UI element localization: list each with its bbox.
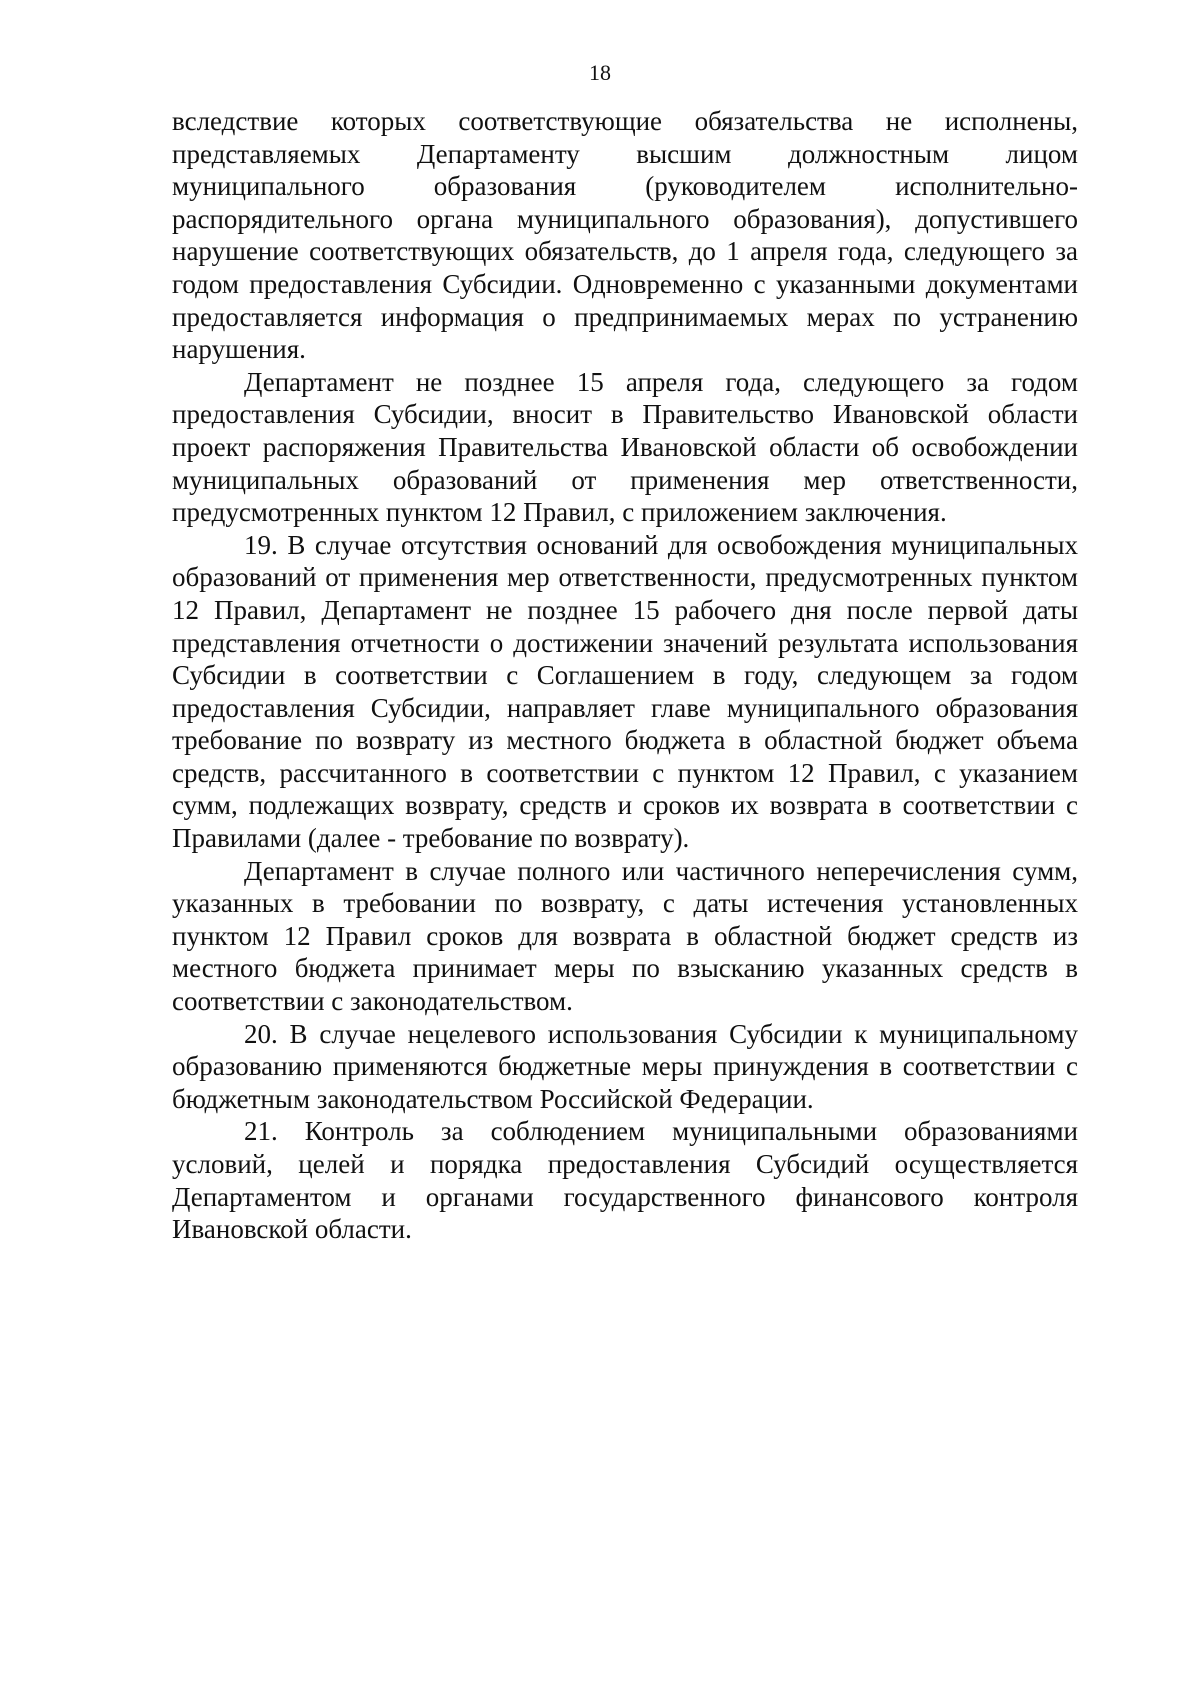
paragraph-item-20: 20. В случае нецелевого использования Субсидии к муниципальному образованию применяются бюджетные меры принуждения в соответствии с бюджетным законодательством Российской Федерации.	[172, 1018, 1078, 1114]
paragraph-department-deadline: Департамент не позднее 15 апреля года, следующего за годом предоставления Субсидии, вносит в Правительство Ивановской области проект распоряжения Правительства Ивановской области об освобождении муниципальных образований от применения мер ответственности, предусмотренных пунктом 12 Правил, с приложением заключения.	[172, 366, 1078, 528]
page-number: 18	[589, 60, 611, 85]
paragraph-recovery-measures: Департамент в случае полного или частичного неперечисления сумм, указанных в требовании по возврату, с даты истечения установленных пунктом 12 Правил сроков для возврата в областной бюджет средств из местного бюджета принимает меры по взысканию указанных средств в соответствии с законодательством.	[172, 855, 1078, 1017]
paragraph-continuation: вследствие которых соответствующие обязательства не исполнены, представляемых Департаменту высшим должностным лицом муниципального образования (руководителем исполнительно-распорядительного органа муниципального образования), допустившего нарушение соответствующих обязательств, до 1 апреля года, следующего за годом предоставления Субсидии. Одновременно с указанными документами предоставляется информация о предпринимаемых мерах по устранению нарушения.	[172, 106, 1078, 365]
document-body	[172, 105, 1078, 1246]
paragraph-item-19: 19. В случае отсутствия оснований для освобождения муниципальных образований от применения мер ответственности, предусмотренных пунктом 12 Правил, Департамент не позднее 15 рабочего дня после первой даты представления отчетности о достижении значений результата использования Субсидии в соответствии с Соглашением в году, следующем за годом предоставления Субсидии, направляет главе муниципального образования требование по возврату из местного бюджета в областной бюджет объема средств, рассчитанного в соответствии с пунктом 12 Правил, с указанием сумм, подлежащих возврату, средств и сроков их возврата в соответствии с Правилами (далее - требование по возврату).	[172, 529, 1078, 854]
paragraph-item-21: 21. Контроль за соблюдением муниципальными образованиями условий, целей и порядка предоставления Субсидий осуществляется Департаментом и органами государственного финансового контроля Ивановской области.	[172, 1116, 1078, 1245]
